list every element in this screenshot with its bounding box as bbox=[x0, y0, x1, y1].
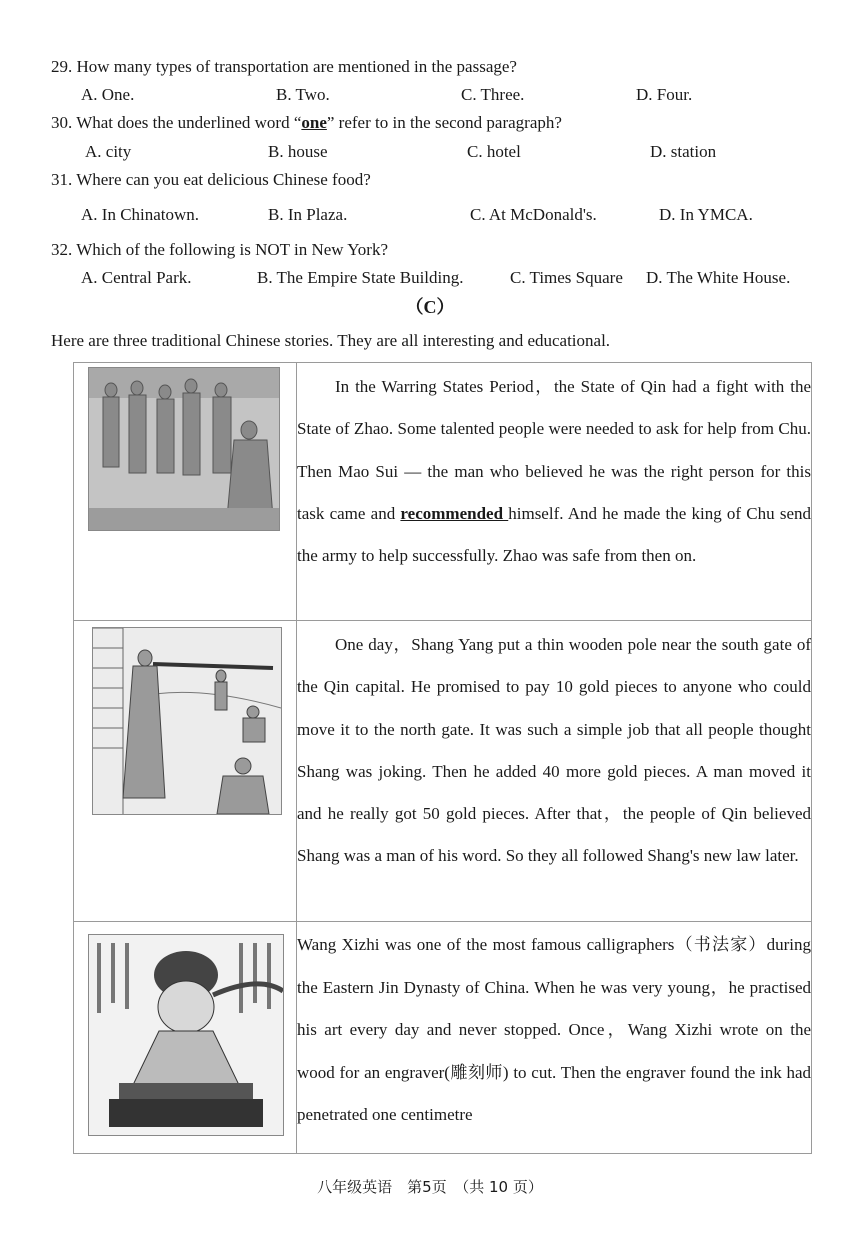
question-30-stem-prefix: 30. What does the underlined word “ bbox=[51, 113, 302, 132]
story-illustration-cell bbox=[74, 621, 297, 922]
story-text-cell bbox=[297, 363, 812, 621]
story-1-text-before: In the Warring States Period，the State of Qin had a fight with the State of Zhao. Some talented people were needed to ask for help from Chu. Then Mao Sui — the man who believed he was the right person for this task came and bbox=[297, 377, 811, 523]
question-30-stem bbox=[51, 113, 562, 133]
question-31-option-d: D. In YMCA. bbox=[659, 205, 753, 224]
question-31-option-c: C. At McDonald's. bbox=[470, 205, 597, 224]
question-30-underlined-word: one bbox=[301, 113, 327, 132]
question-32-option-b: B. The Empire State Building. bbox=[257, 268, 464, 287]
question-32-option-d: D. The White House. bbox=[646, 268, 791, 287]
story-illustration-cell bbox=[74, 922, 297, 1154]
question-30-option-c: C. hotel bbox=[467, 142, 521, 161]
story-1-text-after: himself. And he made the king of Chu send the army to help successfully. Zhao was safe from then on. bbox=[297, 503, 812, 566]
question-30-option-a: A. city bbox=[85, 142, 132, 161]
question-32-option-a: A. Central Park. bbox=[81, 268, 192, 287]
story-illustration-image bbox=[88, 934, 284, 1136]
story-row bbox=[74, 922, 812, 1154]
section-title: （C） bbox=[405, 297, 455, 317]
question-31-option-a: A. In Chinatown. bbox=[81, 205, 200, 224]
question-31-stem: 31. Where can you eat delicious Chinese food? bbox=[51, 170, 371, 189]
story-illustration-image bbox=[88, 367, 280, 531]
story-text-cell bbox=[297, 621, 812, 922]
question-29-option-c: C. Three. bbox=[461, 85, 525, 104]
section-intro: Here are three traditional Chinese stories. They are all interesting and educational. bbox=[51, 331, 611, 350]
story-illustration-cell bbox=[74, 363, 297, 621]
question-31-option-b: B. In Plaza. bbox=[268, 205, 348, 224]
question-30-option-b: B. house bbox=[268, 142, 328, 161]
story-2-text: One day，Shang Yang put a thin wooden pole near the south gate of the Qin capital. He promised to pay 10 gold pieces to anyone who could move it to the north gate. It was such a simple job that all people thought Shang was joking. Then he added 40 more gold pieces. A man moved it and he really got 50 gold pieces. After that，the people of Qin believed Shang was a man of his word. So they all followed Shang's new law later. bbox=[297, 635, 811, 866]
question-30-stem-suffix: ” refer to in the second paragraph? bbox=[326, 113, 562, 132]
story-text-cell bbox=[297, 922, 812, 1154]
question-29-option-d: D. Four. bbox=[636, 85, 693, 104]
story-3-text: Wang Xizhi was one of the most famous calligraphers（书法家）during the Eastern Jin Dynasty of China. When he was very young，he practised his art every day and never stopped. Once，Wang Xizhi wrote on the wood for an engraver(雕刻师) to cut. Then the engraver found the ink had penetrated one centimetre bbox=[297, 935, 811, 1124]
page-footer: 八年级英语 第5页 （共 10 页） bbox=[317, 1178, 543, 1196]
wang-xizhi-illustration bbox=[89, 935, 283, 1135]
question-29-stem: 29. How many types of transportation are mentioned in the passage? bbox=[51, 57, 517, 76]
shang-yang-illustration bbox=[93, 628, 281, 814]
story-row bbox=[74, 363, 812, 621]
mao-sui-illustration bbox=[89, 368, 279, 530]
question-30-option-d: D. station bbox=[650, 142, 717, 161]
story-illustration-image bbox=[92, 627, 282, 815]
story-1-text bbox=[297, 363, 811, 577]
question-32-stem: 32. Which of the following is NOT in New York? bbox=[51, 240, 388, 259]
story-1-underlined-word: recommended bbox=[400, 503, 509, 523]
story-row bbox=[74, 621, 812, 922]
question-32-option-c: C. Times Square bbox=[510, 268, 623, 287]
question-29-option-a: A. One. bbox=[81, 85, 135, 104]
question-29-option-b: B. Two. bbox=[276, 85, 330, 104]
stories-table bbox=[73, 362, 812, 1154]
